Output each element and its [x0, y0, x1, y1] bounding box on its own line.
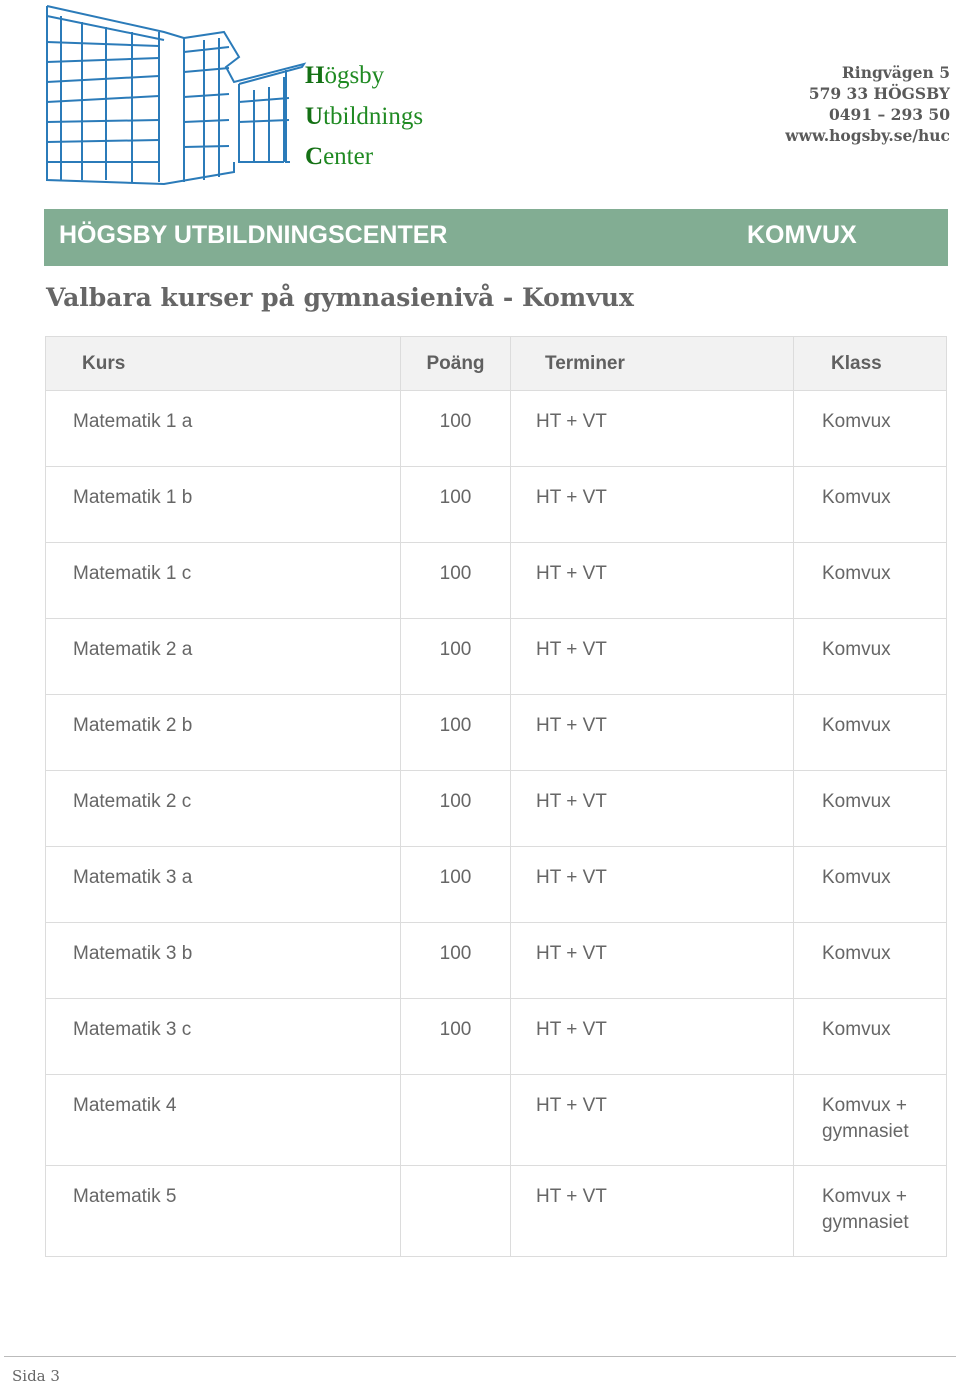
page-title: Valbara kurser på gymnasienivå - Komvux: [46, 283, 634, 312]
table-row: [46, 467, 947, 543]
course-name: Matematik 3 c: [46, 999, 401, 1075]
course-points: 100: [401, 923, 511, 999]
course-name: Matematik 4: [46, 1075, 401, 1166]
course-terms: HT + VT: [511, 847, 794, 923]
address-street: Ringvägen 5: [841, 63, 950, 82]
course-terms: HT + VT: [511, 543, 794, 619]
column-header-kurs: Kurs: [46, 337, 401, 391]
banner-title: HÖGSBY UTBILDNINGSCENTER: [59, 221, 448, 249]
course-points: [401, 1166, 511, 1257]
building-logo-icon: [44, 2, 314, 187]
table-row: [46, 391, 947, 467]
course-class: Komvux: [794, 695, 947, 771]
course-class: Komvux: [794, 467, 947, 543]
course-class: Komvux: [794, 771, 947, 847]
course-name: Matematik 1 c: [46, 543, 401, 619]
banner-subtitle: KOMVUX: [747, 221, 857, 249]
course-class: Komvux: [794, 923, 947, 999]
table-row: [46, 695, 947, 771]
address-block: [785, 62, 950, 146]
course-points: 100: [401, 543, 511, 619]
course-table: [45, 336, 947, 1257]
course-class: Komvux: [794, 543, 947, 619]
logo-initial: U: [305, 102, 324, 130]
course-class: Komvux: [794, 999, 947, 1075]
course-terms: HT + VT: [511, 999, 794, 1075]
course-terms: HT + VT: [511, 1075, 794, 1166]
column-header-klass: Klass: [794, 337, 947, 391]
course-class: Komvux: [794, 391, 947, 467]
course-class: Komvux: [794, 847, 947, 923]
page-number: Sida 3: [12, 1367, 60, 1385]
course-name: Matematik 1 a: [46, 391, 401, 467]
footer-divider: [4, 1356, 956, 1357]
course-terms: HT + VT: [511, 695, 794, 771]
logo-text: enter: [323, 143, 374, 170]
course-points: 100: [401, 619, 511, 695]
course-terms: HT + VT: [511, 923, 794, 999]
table-header-row: [46, 337, 947, 391]
table-row: [46, 1075, 947, 1166]
address-web[interactable]: www.hogsby.se/huc: [785, 126, 950, 145]
course-name: Matematik 1 b: [46, 467, 401, 543]
course-points: 100: [401, 695, 511, 771]
logo-initial: H: [305, 62, 325, 89]
table-row: [46, 999, 947, 1075]
course-points: 100: [401, 847, 511, 923]
address-phone: 0491 – 293 50: [828, 105, 950, 124]
course-name: Matematik 2 c: [46, 771, 401, 847]
table-row: [46, 1166, 947, 1257]
course-terms: HT + VT: [511, 467, 794, 543]
course-name: Matematik 2 b: [46, 695, 401, 771]
logo-text: ögsby: [324, 62, 385, 89]
course-points: 100: [401, 999, 511, 1075]
table-row: [46, 619, 947, 695]
course-name: Matematik 2 a: [46, 619, 401, 695]
course-name: Matematik 3 a: [46, 847, 401, 923]
course-terms: HT + VT: [511, 391, 794, 467]
table-row: [46, 771, 947, 847]
table-row: [46, 923, 947, 999]
course-class: Komvux + gymnasiet: [794, 1166, 947, 1257]
course-class: Komvux + gymnasiet: [794, 1075, 947, 1166]
course-points: 100: [401, 467, 511, 543]
course-terms: HT + VT: [511, 619, 794, 695]
address-city: 579 33 HÖGSBY: [808, 84, 950, 103]
course-class: Komvux: [794, 619, 947, 695]
table-row: [46, 543, 947, 619]
course-terms: HT + VT: [511, 771, 794, 847]
table-row: [46, 847, 947, 923]
course-points: 100: [401, 771, 511, 847]
logo-wordmark: [305, 56, 423, 178]
course-name: Matematik 3 b: [46, 923, 401, 999]
column-header-poang: Poäng: [401, 337, 511, 391]
course-terms: HT + VT: [511, 1166, 794, 1257]
column-header-terminer: Terminer: [511, 337, 794, 391]
course-points: [401, 1075, 511, 1166]
course-name: Matematik 5: [46, 1166, 401, 1257]
header-banner: [44, 209, 948, 266]
logo-initial: C: [305, 143, 324, 170]
logo-text: tbildnings: [323, 102, 424, 130]
course-points: 100: [401, 391, 511, 467]
